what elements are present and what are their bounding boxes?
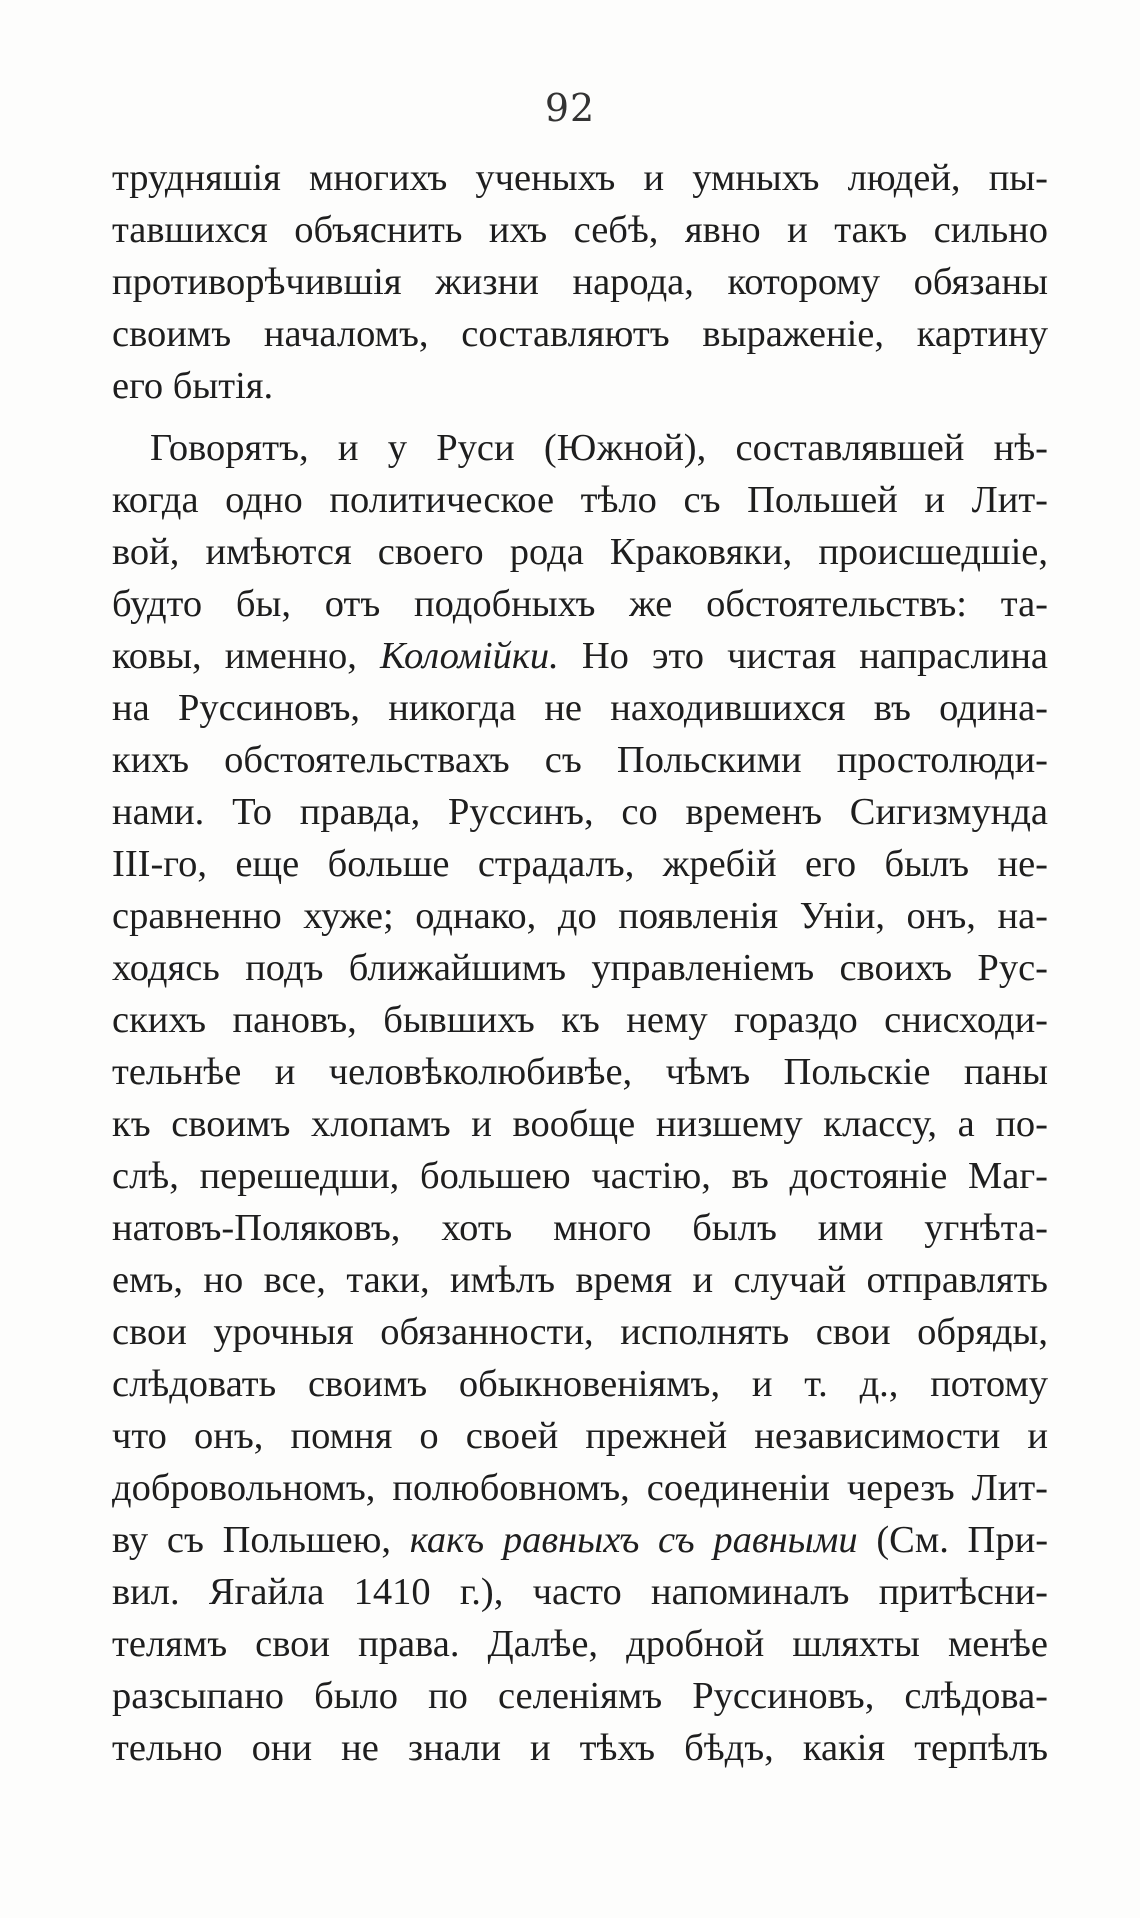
text-line: натовъ-Поляковъ, хоть много былъ ими угнѣта-	[112, 1207, 1048, 1249]
body-text	[112, 152, 1048, 1774]
text-line: тельнѣе и человѣколюбивѣе, чѣмъ Польскіе паны	[112, 1051, 1048, 1093]
text-line: слѣ, перешедши, большею частію, въ достояніе Маг-	[112, 1155, 1048, 1197]
text-line: Говорятъ, и у Руси (Южной), составлявшей нѣ-	[150, 427, 1048, 469]
text-line: добровольномъ, полюбовномъ, соединеніи черезъ Лит-	[112, 1467, 1048, 1509]
paragraph-1	[112, 152, 1048, 412]
text-line: слѣдовать своимъ обыкновеніямъ, и т. д., потому	[112, 1363, 1048, 1405]
text-line: емъ, но все, таки, имѣлъ время и случай отправлять	[112, 1259, 1048, 1301]
text-segment: ковы, именно,	[112, 635, 357, 677]
text-line: свои урочныя обязанности, исполнять свои обряды,	[112, 1311, 1048, 1353]
text-line: своимъ началомъ, составляютъ выраженіе, картину	[112, 313, 1048, 355]
text-line: ходясь подъ ближайшимъ управленіемъ своихъ Рус-	[112, 947, 1048, 989]
text-line: на Руссиновъ, никогда не находившихся въ одина-	[112, 687, 1048, 729]
text-line: будто бы, отъ подобныхъ же обстоятельствъ: та-	[112, 583, 1048, 625]
paragraph-2	[112, 422, 1048, 1774]
text-line: телямъ свои права. Далѣе, дробной шляхты менѣе	[112, 1623, 1048, 1665]
text-line: когда одно политическое тѣло съ Польшей и Лит-	[112, 479, 1048, 521]
text-line: тавшихся объяснить ихъ себѣ, явно и такъ сильно	[112, 209, 1048, 251]
text-segment: (См. При-	[876, 1519, 1049, 1561]
text-line	[112, 1514, 1048, 1566]
text-line: III-го, еще больше страдалъ, жребій его былъ не-	[112, 843, 1048, 885]
text-line: противорѣчившія жизни народа, которому обязаны	[112, 261, 1048, 303]
text-line: вой, имѣются своего рода Краковяки, происшедшіе,	[112, 531, 1048, 573]
text-line: нами. То правда, Руссинъ, со временъ Сигизмунда	[112, 791, 1048, 833]
text-line: кихъ обстоятельствахъ съ Польскими простолюди-	[112, 739, 1048, 781]
text-line: что онъ, помня о своей прежней независимости и	[112, 1415, 1048, 1457]
text-line: скихъ пановъ, бывшихъ къ нему гораздо снисходи-	[112, 999, 1048, 1041]
text-line: разсыпано было по селеніямъ Руссиновъ, слѣдова-	[112, 1675, 1048, 1717]
text-line: тельно они не знали и тѣхъ бѣдъ, какія терпѣлъ	[112, 1727, 1048, 1769]
text-line: сравненно хуже; однако, до появленія Уніи, онъ, на-	[112, 895, 1048, 937]
italic-term: Коломійки.	[379, 635, 559, 677]
text-line: его бытія.	[112, 365, 274, 407]
italic-phrase: какъ равныхъ съ равными	[409, 1519, 858, 1561]
page-number: 92	[544, 86, 596, 130]
text-line: вил. Ягайла 1410 г.), часто напоминалъ притѣсни-	[112, 1571, 1048, 1613]
text-line	[112, 630, 1048, 682]
text-line: къ своимъ хлопамъ и вообще низшему классу, а по-	[112, 1103, 1048, 1145]
text-line: трудняшія многихъ ученыхъ и умныхъ людей, пы-	[112, 157, 1048, 199]
text-segment: ву съ Польшею,	[112, 1519, 392, 1561]
paragraph-gap	[112, 412, 1048, 422]
text-segment: Но это чистая напраслина	[581, 635, 1049, 677]
